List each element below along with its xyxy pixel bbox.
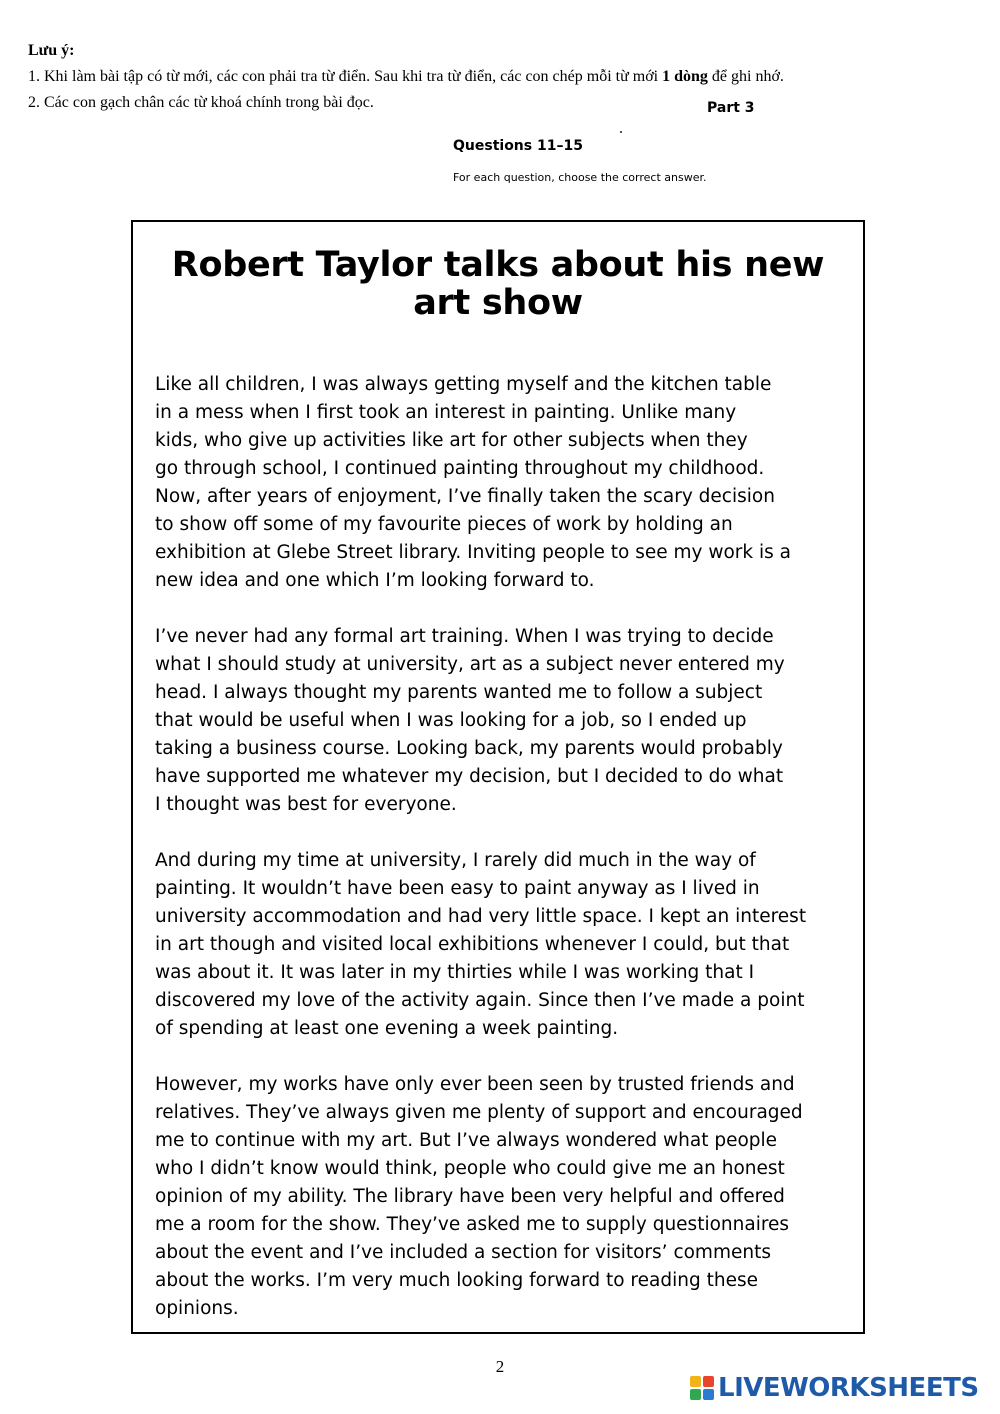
article-title-line: Robert Taylor talks about his new — [171, 245, 825, 285]
article-paragraph — [155, 1071, 855, 1323]
paragraph-line: about the works. I’m very much looking forward to reading these — [155, 1270, 758, 1291]
paragraph-line: to show off some of my favourite pieces of work by holding an — [155, 514, 733, 535]
paragraph-line: university accommodation and had very little space. I kept an interest — [155, 906, 807, 927]
brand-name: LIVEWORKSHEETS — [718, 1373, 979, 1403]
paragraph-line: opinion of my ability. The library have been very helpful and offered — [155, 1186, 785, 1207]
paragraph-line: I’ve never had any formal art training. When I was trying to decide — [155, 626, 774, 647]
notes-section — [28, 38, 968, 116]
paragraph-line: opinions. — [155, 1298, 239, 1319]
paragraph-line: me to continue with my art. But I’ve always wondered what people — [155, 1130, 778, 1151]
part-label: Part 3 — [707, 100, 755, 116]
paragraph-line: Like all children, I was always getting myself and the kitchen table — [155, 374, 772, 395]
logo-square — [690, 1376, 701, 1387]
note-line-1-bold: 1 dòng — [662, 68, 708, 85]
paragraph-line: in art though and visited local exhibitions whenever I could, but that — [155, 934, 790, 955]
article-paragraph — [155, 623, 855, 819]
paragraph-line: I thought was best for everyone. — [155, 794, 457, 815]
paragraph-line: me a room for the show. They’ve asked me to supply questionnaires — [155, 1214, 790, 1235]
paragraph-line: taking a business course. Looking back, my parents would probably — [155, 738, 783, 759]
liveworksheets-logo-icon — [690, 1376, 714, 1400]
page-number: 2 — [495, 1357, 505, 1376]
paragraph-line: However, my works have only ever been seen by trusted friends and — [155, 1074, 795, 1095]
logo-square — [690, 1389, 701, 1400]
paragraph-line: in a mess when I first took an interest in painting. Unlike many — [155, 402, 737, 423]
paragraph-line: was about it. It was later in my thirties while I was working that I — [155, 962, 755, 983]
questions-label: Questions 11–15 — [453, 138, 583, 154]
paragraph-line: about the event and I’ve included a section for visitors’ comments — [155, 1242, 771, 1263]
article-paragraph — [155, 847, 855, 1043]
article-title-line: art show — [413, 283, 583, 323]
paragraph-line: who I didn’t know would think, people who could give me an honest — [155, 1158, 785, 1179]
article-body — [155, 371, 855, 1351]
article-box — [131, 220, 865, 1334]
note-line-1-text: 1. Khi làm bài tập có từ mới, các con phải tra từ điển. Sau khi tra từ điển, các con chép mỗi từ mới — [28, 68, 663, 85]
logo-square — [703, 1376, 714, 1387]
note-line-2: 2. Các con gạch chân các từ khoá chính trong bài đọc. — [28, 94, 374, 111]
note-line-1 — [28, 64, 968, 90]
print-speck — [620, 131, 622, 133]
note-line-1-end: để ghi nhớ. — [707, 68, 784, 85]
paragraph-line: what I should study at university, art as a subject never entered my — [155, 654, 785, 675]
paragraph-line: new idea and one which I’m looking forward to. — [155, 570, 595, 591]
article-title — [133, 246, 863, 322]
paragraph-line: kids, who give up activities like art for other subjects when they — [155, 430, 748, 451]
instruction-text: For each question, choose the correct answer. — [453, 171, 707, 184]
article-paragraph — [155, 371, 855, 595]
paragraph-line: of spending at least one evening a week painting. — [155, 1018, 619, 1039]
paragraph-line: discovered my love of the activity again. Since then I’ve made a point — [155, 990, 805, 1011]
paragraph-line: that would be useful when I was looking for a job, so I ended up — [155, 710, 747, 731]
notes-title: Lưu ý: — [28, 42, 75, 59]
paragraph-line: relatives. They’ve always given me plenty of support and encouraged — [155, 1102, 803, 1123]
paragraph-line: go through school, I continued painting throughout my childhood. — [155, 458, 765, 479]
paragraph-line: exhibition at Glebe Street library. Inviting people to see my work is a — [155, 542, 791, 563]
paragraph-line: head. I always thought my parents wanted me to follow a subject — [155, 682, 763, 703]
paragraph-line: And during my time at university, I rarely did much in the way of — [155, 850, 756, 871]
paragraph-line: painting. It wouldn’t have been easy to paint anyway as I lived in — [155, 878, 760, 899]
logo-square — [703, 1389, 714, 1400]
paragraph-line: have supported me whatever my decision, but I decided to do what — [155, 766, 784, 787]
brand-footer[interactable] — [690, 1373, 979, 1403]
paragraph-line: Now, after years of enjoyment, I’ve finally taken the scary decision — [155, 486, 775, 507]
